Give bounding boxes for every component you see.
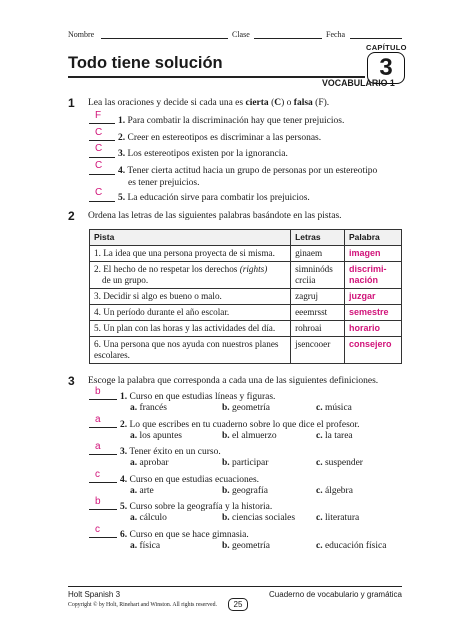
answer-3-2[interactable]: a xyxy=(95,414,101,425)
chapter-number: 3 xyxy=(367,52,405,84)
option-c[interactable]: c. la tarea xyxy=(316,431,353,441)
table-row: 6. Una persona que nos ayuda con nuestros planes escolares. jsencooer consejero xyxy=(90,337,402,364)
answer-blank xyxy=(89,174,115,175)
table-row: 1. La idea que una persona proyecta de si misma. ginaem imagen xyxy=(90,246,402,262)
answer-3-4[interactable]: c xyxy=(95,469,100,480)
option-b[interactable]: b. geometría xyxy=(222,403,271,413)
copyright: Copyright © by Holt, Rinehart and Winston. All rights reserved. xyxy=(68,602,217,608)
footer-rule xyxy=(68,586,402,587)
table-row: 4. Un período durante el año escolar. eeemrsst semestre xyxy=(90,305,402,321)
page-title: Todo tiene solución xyxy=(68,54,223,72)
clase-line xyxy=(254,38,322,39)
option-a[interactable]: a. física xyxy=(130,541,161,551)
answer-blank xyxy=(89,509,117,510)
title-rule xyxy=(68,76,365,78)
footer-workbook-title: Cuaderno de vocabulario y gramática xyxy=(269,590,402,599)
section-label: VOCABULARIO 1 xyxy=(322,78,395,88)
section-2-instruction: Ordena las letras de las siguientes palabras basándote en las pistas. xyxy=(88,211,342,221)
clue-table xyxy=(89,229,402,364)
option-a[interactable]: a. arte xyxy=(130,486,154,496)
nombre-label: Nombre xyxy=(68,30,95,39)
footer-book-title: Holt Spanish 3 xyxy=(68,590,121,599)
answer-blank xyxy=(89,482,117,483)
clase-label: Clase xyxy=(232,30,250,39)
section-1-instruction: Lea las oraciones y decide si cada una es cierta (C) o falsa (F). xyxy=(88,98,330,108)
header-palabra: Palabra xyxy=(345,230,402,246)
answer-1-4[interactable]: C xyxy=(95,160,103,171)
fecha-label: Fecha xyxy=(326,30,346,39)
option-a[interactable]: a. cálculo xyxy=(130,513,167,523)
option-c[interactable]: c. literatura xyxy=(316,513,360,523)
answer-blank xyxy=(89,454,117,455)
answer-blank xyxy=(89,201,115,202)
answer-blank xyxy=(89,157,115,158)
page-number: 25 xyxy=(228,598,248,611)
header-letras: Letras xyxy=(291,230,345,246)
header-pista: Pista xyxy=(90,230,291,246)
section-3-instruction: Escoge la palabra que corresponda a cada una de las siguientes definiciones. xyxy=(88,376,379,386)
capitulo-label: CAPÍTULO xyxy=(366,43,407,52)
table-row: 3. Decidir si algo es bueno o malo. zagruj juzgar xyxy=(90,289,402,305)
option-b[interactable]: b. geografía xyxy=(222,486,268,496)
answer-blank xyxy=(89,140,115,141)
section-1-number: 1 xyxy=(68,96,75,110)
option-c[interactable]: c. álgebra xyxy=(316,486,353,496)
option-c[interactable]: c. suspender xyxy=(316,458,363,468)
answer-3-5[interactable]: b xyxy=(95,496,101,507)
answer-blank xyxy=(89,537,117,538)
fecha-line xyxy=(350,38,402,39)
answer-1-3[interactable]: C xyxy=(95,143,103,154)
answer-3-3[interactable]: a xyxy=(95,441,101,452)
answer-1-2[interactable]: C xyxy=(95,127,103,138)
answer-blank xyxy=(89,427,117,428)
answer-blank xyxy=(89,123,115,124)
option-a[interactable]: a. aprobar xyxy=(130,458,169,468)
option-c[interactable]: c. educación física xyxy=(316,541,387,551)
option-b[interactable]: b. el almuerzo xyxy=(222,431,277,441)
answer-3-1[interactable]: b xyxy=(95,386,101,397)
option-b[interactable]: b. ciencias sociales xyxy=(222,513,296,523)
section-3-number: 3 xyxy=(68,374,75,388)
option-a[interactable]: a. francés xyxy=(130,403,167,413)
answer-1-1[interactable]: F xyxy=(95,110,102,121)
answer-blank xyxy=(89,399,117,400)
table-row: 5. Un plan con las horas y las actividades del día. rohroai horario xyxy=(90,321,402,337)
option-b[interactable]: b. participar xyxy=(222,458,269,468)
option-a[interactable]: a. los apuntes xyxy=(130,431,182,441)
table-header-row xyxy=(90,230,402,246)
nombre-line xyxy=(101,38,228,39)
option-c[interactable]: c. música xyxy=(316,403,352,413)
section-2-number: 2 xyxy=(68,209,75,223)
answer-3-6[interactable]: c xyxy=(95,524,100,535)
table-row: 2. El hecho de no respetar los derechos (rights) de un grupo. simninóds crciia discrimi-nación xyxy=(90,262,402,289)
answer-1-5[interactable]: C xyxy=(95,187,103,198)
option-b[interactable]: b. geometría xyxy=(222,541,271,551)
